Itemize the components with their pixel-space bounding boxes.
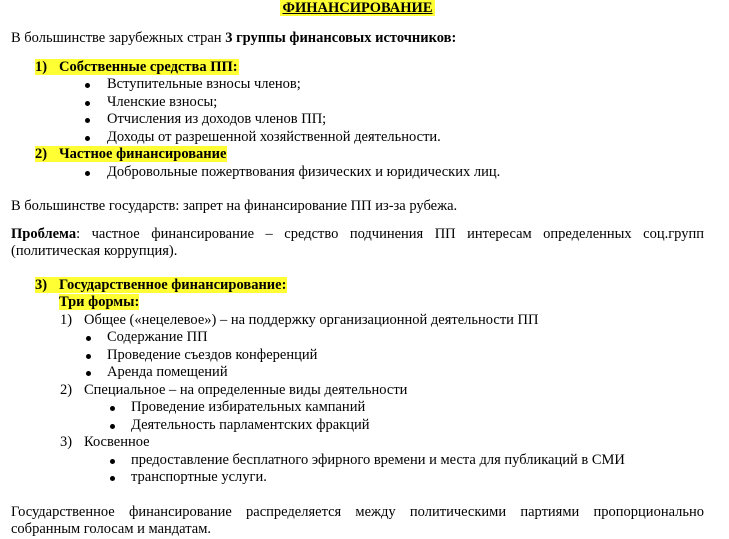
list-item: транспортные услуги. bbox=[11, 469, 704, 487]
list-item: Проведение избирательных кампаний bbox=[11, 399, 704, 417]
intro-paragraph: В большинстве зарубежных стран 3 группы финансовых источников: bbox=[11, 30, 457, 46]
bullet-icon bbox=[110, 406, 115, 411]
bullet-icon bbox=[85, 136, 90, 141]
list-item: Добровольные пожертвования физических и юридических лиц. bbox=[11, 164, 704, 182]
list-item: Проведение съездов конференций bbox=[11, 347, 704, 365]
group2-list bbox=[11, 164, 704, 182]
form3-list bbox=[11, 452, 704, 487]
bullet-icon bbox=[85, 83, 90, 88]
list-item: Вступительные взносы членов; bbox=[11, 76, 704, 94]
group1-heading: 1) Собственные средства ПП: bbox=[35, 58, 238, 75]
bullet-icon bbox=[110, 424, 115, 429]
three-forms-label: Три формы: bbox=[59, 294, 140, 310]
bullet-icon bbox=[86, 371, 91, 376]
document-page bbox=[11, 0, 704, 539]
list-item: Членские взносы; bbox=[11, 94, 704, 112]
bullet-icon bbox=[86, 336, 91, 341]
ban-paragraph: В большинстве государств: запрет на финансирование ПП из-за рубежа. bbox=[11, 198, 458, 214]
bullet-icon bbox=[85, 171, 90, 176]
group3-heading: 3) Государственное финансирование: bbox=[35, 276, 287, 293]
form3-heading: 3) Косвенное bbox=[60, 434, 150, 450]
form2-list bbox=[11, 399, 704, 434]
list-item: Отчисления из доходов членов ПП; bbox=[11, 111, 704, 129]
bullet-icon bbox=[86, 354, 91, 359]
bullet-icon bbox=[85, 101, 90, 106]
group2-heading: 2) Частное финансирование bbox=[35, 146, 227, 162]
problem-paragraph: Проблема: частное финансирование – средство подчинения ПП интересам определенных соц.групп (политическая коррупция). bbox=[11, 225, 704, 259]
list-item: Доходы от разрешенной хозяйственной деятельности. bbox=[11, 129, 704, 147]
list-item: Деятельность парламентских фракций bbox=[11, 417, 704, 435]
bullet-icon bbox=[110, 476, 115, 481]
form2-heading: 2) Специальное – на определенные виды деятельности bbox=[60, 381, 408, 398]
bullet-icon bbox=[110, 459, 115, 464]
page-title: ФИНАНСИРОВАНИЕ bbox=[282, 0, 433, 16]
conclusion-paragraph: Государственное финансирование распределяется между политическими партиями пропорционально собранным голосам и мандатам. bbox=[11, 503, 704, 537]
list-item: предоставление бесплатного эфирного времени и места для публикаций в СМИ bbox=[11, 452, 704, 470]
group1-list bbox=[11, 76, 704, 146]
form1-heading: 1) Общее («нецелевое») – на поддержку организационной деятельности ПП bbox=[60, 311, 539, 328]
form1-list bbox=[11, 329, 704, 382]
list-item: Содержание ПП bbox=[11, 329, 704, 347]
list-item: Аренда помещений bbox=[11, 364, 704, 382]
bullet-icon bbox=[85, 118, 90, 123]
